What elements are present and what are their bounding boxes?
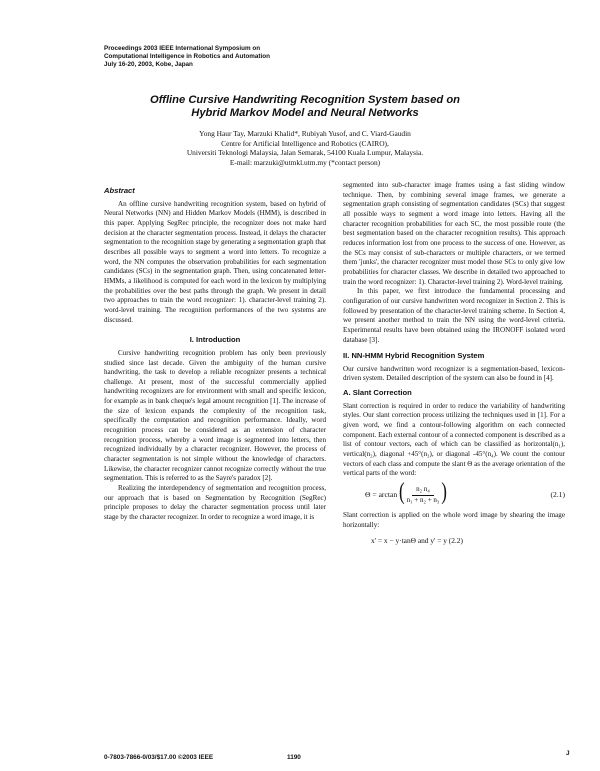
intro-paragraph-1: Cursive handwriting recognition problem has only been previously studied since last decade. Given the ambiguity of the human cursive handwriting, the task to develop a reliable recognizer presents a technical challenge. At present, most of the successful commercially applied handwriting recognizers are for environment with small and specific lexicon, for example as in bank cheque's legal amount recognition [1]. The increase of the size of lexicon expands the complexity of the recognition task, specifically the computation and recognition performance. Ideally, word recognition process can be considered as an extension of character recognition process, whereby a word image is segmented into letters, then recognized individually by a character recognizer. However, the process of character segmentation is not simple without the knowledge of characters. Likewise, the character recognizer cannot recognize correctly without the true segmentation. This is referred to as the Sayre's paradox [2]. (104, 348, 326, 483)
left-column (104, 181, 326, 523)
section-2-heading: II. NN-HMM Hybrid Recognition System (343, 351, 485, 361)
email: E-mail: marzuki@utmkl.utm.my (*contact person) (229, 157, 381, 167)
authors: Yong Haur Tay, Marzuki Khalid*, Rubiyah Yusof, and C. Viard-Gaudin (199, 129, 411, 138)
footer-isbn: 0-7803-7866-0/03/$17.00 ©2003 IEEE (104, 754, 214, 761)
abstract-text: An offline cursive handwriting recognition system, based on hybrid of Neural Networks (NN) and Hidden Markov Models (HMM), is described in this paper. Applying SegRec principle, the recognizer does not make hard decision at the character segmentation process. Instead, it delays the character segmentation to the recognition stage by generating a segmentation graph that describes all possible ways to segment a word into letters. To recognize a word, the NN computes the observation probabilities for each segmentation candidates (SCs) in the segmentation graph. Then, using concatenated letter-HMMs, a likelihood is computed for each word in the lexicon by multiplying the probabilities over the best paths through the graph. We present in detail two approaches to train the word recognizer: 1). character-level training 2). word-level training. The recognition performances of the two systems are discussed. (104, 199, 326, 324)
right-paragraph-2: In this paper, we first introduce the fundamental processing and configuration of our cursive handwritten word recognizer in Section 2. This is followed by presentation of the character-level training scheme. In Section 4, we present another method to train the NN using the word-level criteria. Experimental results have been obtained using the IRONOFF isolated word database [3]. (343, 287, 565, 344)
affiliation-2: Universiti Teknologi Malaysia, Jalan Semarak, 54100 Kuala Lumpur, Malaysia. (186, 148, 424, 158)
footer-page-number: 1190 (287, 754, 301, 761)
proceedings-line: Computational Intelligence in Robotics and Automation (104, 53, 270, 61)
intro-paragraph-2: Realizing the interdependency of segmentation and recognition process, our approach that is based on Segmentation by Recognition (SegRec) principle proposes to delay the character segmentation process until later stage by the character recognizer. In order to recognize a word image, it is (104, 484, 326, 521)
right-column (343, 181, 565, 550)
equation-label: (2.1) (550, 490, 565, 500)
affiliation-1: Centre for Artificial Intelligence and Robotics (CAIRO), (221, 138, 389, 148)
proceedings-line: July 16-20, 2003, Kobe, Japan (104, 61, 193, 69)
paper-title (120, 94, 490, 120)
right-paragraph-1: segmented into sub-character image frames using a fast sliding window technique. Then, by combining several image frames, we generate a segmentation graph consisting of segmentation candidates (SCs) that suggest all possible ways to segment a word image into letters. Having all the character recognition probabilities for each SC, the most possible route (the best segmentation based on the character recognition results). This approach reduces information lost from one process to the success of one. However, as the SCs may consist of sub-characters or multiple characters, or we termed them 'junks', the character recognizer must model those SCs to only give low probabilities for character classes. We describe in detailed two approached to train the word recognizer: 1). Character-level training 2). Word-level training. (343, 181, 565, 286)
fraction-numerator: n₂ n₄ (412, 485, 434, 496)
equation-lhs: Θ = arctan (365, 490, 398, 500)
proceedings-line: Proceedings 2003 IEEE International Symposium on (104, 45, 261, 52)
proceedings-header (104, 45, 334, 70)
fraction-denominator: n₁ + n₂ + n₃ (406, 495, 440, 504)
equation-fraction (407, 485, 440, 505)
equation-2-1: Θ = arctan ( $\frac{\text{n₂ n₄}}{\text{n₁ + n₂ + n₃}}$ ) (2.1) (365, 478, 565, 505)
equation-2-2: x' = x − y·tanΘ and y' = y (2.2) (371, 535, 463, 545)
slant-paragraph: Slant correction is required in order to reduce the variability of handwriting styles. Our slant correction process utilizing the techniques used in [1]. For a given word, we find a contour-following algorithm on each connected component. Each external contour of a connected component is described as a list of contour vectors, each of which can be classified as horizontal(n₁), vertical(n₂), diagonal +45°(n₃), or diagonal -45°(n₄). We count the contour vectors of each class and compute the slant Θ as the average orientation of the vertical parts of the word: (343, 401, 565, 478)
title-line: Offline Cursive Handwriting Recognition System based on (150, 94, 460, 106)
title-line: Hybrid Markov Model and Neural Networks (191, 107, 419, 119)
footer-corner-mark: J (566, 750, 570, 757)
section-2-text: Our cursive handwritten word recognizer is a segmentation-based, lexicon-driven system. Detailed description of the system can also be found in [4]. (343, 364, 565, 383)
intro-heading: I. Introduction (189, 335, 241, 345)
slant-paragraph-2: Slant correction is applied on the whole word image by shearing the image horizontally: (343, 511, 565, 530)
subsection-a-heading: A. Slant Correction (343, 388, 412, 398)
author-block (170, 129, 440, 167)
abstract-heading: Abstract (104, 186, 135, 195)
